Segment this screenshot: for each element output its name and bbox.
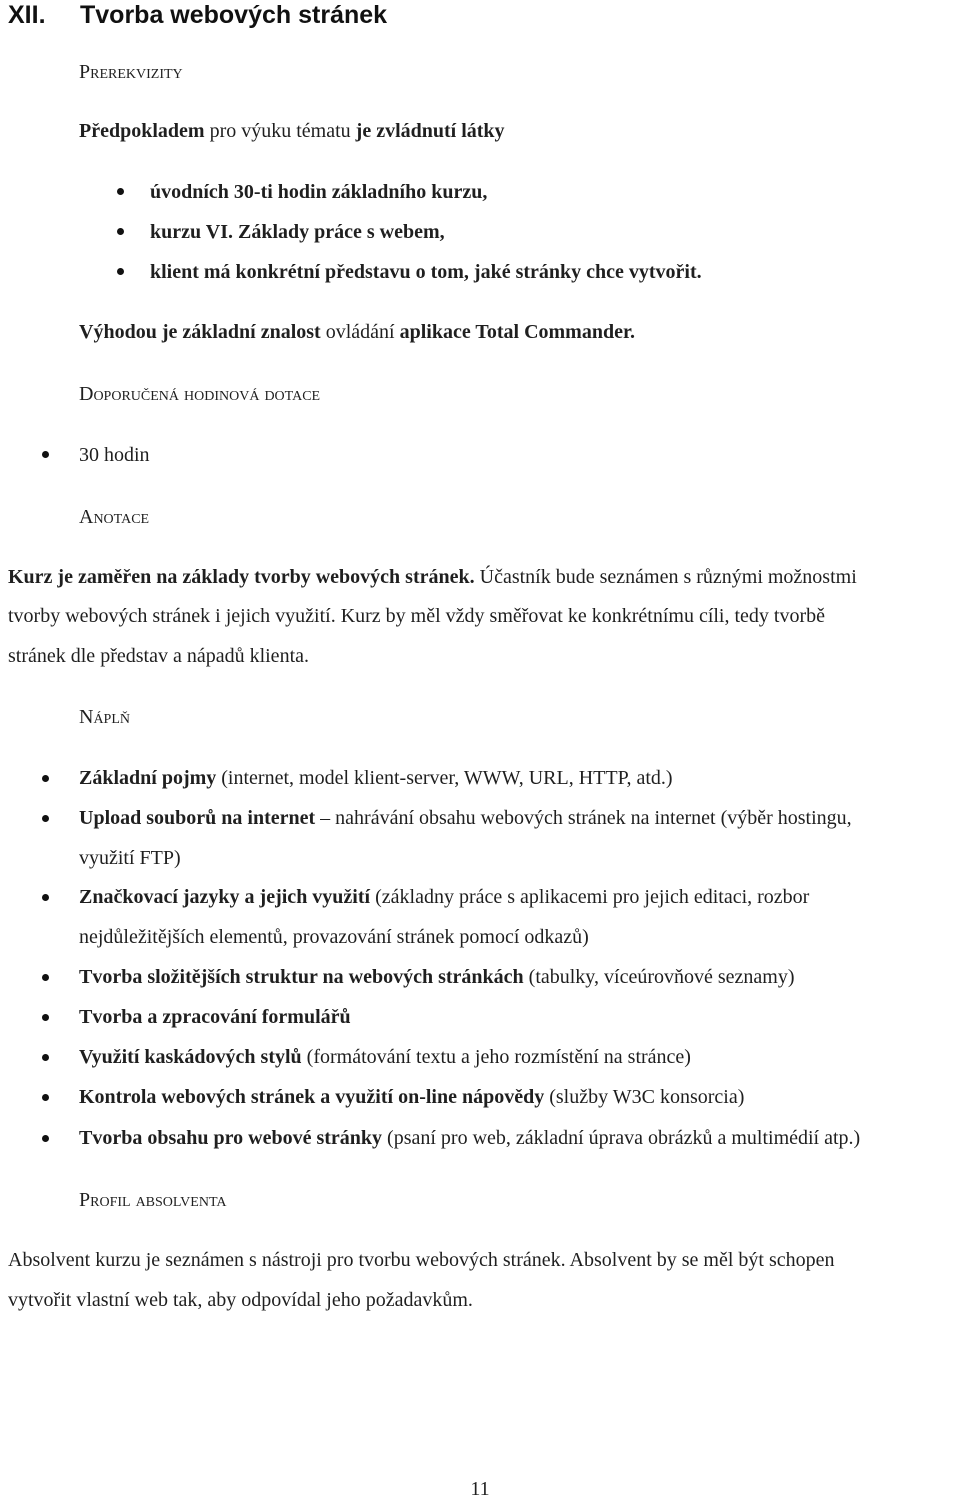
naplne-item-bold: Upload souborů na internet — [79, 807, 316, 829]
dotace-item: 30 hodin — [79, 444, 150, 466]
naplne-item-rest: (psaní pro web, základní úprava obrázků a multimédií atp.) — [382, 1127, 861, 1149]
bullet-icon — [42, 1014, 49, 1021]
naplne-item-bold: Tvorba obsahu pro webové stránky — [79, 1127, 383, 1149]
naplne-item-bold: Tvorba a zpracování formulářů — [79, 1006, 351, 1028]
bullet-icon — [42, 1054, 49, 1061]
chapter-heading — [8, 0, 387, 30]
bullet-icon — [117, 268, 124, 275]
note-bold-1: Výhodou je základní znalost — [79, 321, 321, 343]
naplne-item-5 — [79, 1005, 351, 1029]
bullet-icon — [42, 1135, 49, 1142]
profil-line-2: vytvořit vlastní web tak, aby odpovídal jeho požadavkům. — [8, 1289, 473, 1311]
intro-bold-2: je zvládnutí látky — [355, 120, 505, 142]
naplne-item-rest: (služby W3C konsorcia) — [544, 1086, 745, 1108]
note-bold-2: aplikace Total Commander. — [399, 321, 635, 343]
naplne-item-rest: (internet, model klient-server, WWW, URL, HTTP, atd.) — [216, 767, 673, 789]
anotace-line1-rest: Účastník bude seznámen s různými možnostmi — [474, 566, 857, 588]
naplne-item-4 — [79, 965, 795, 989]
prereq-item-3: klient má konkrétní představu o tom, jaké stránky chce vytvořit. — [150, 261, 702, 283]
bullet-icon — [42, 1094, 49, 1101]
bullet-icon — [42, 815, 49, 822]
naplne-item-8 — [79, 1126, 860, 1150]
section-heading-prerekvizity: Prerekvizity — [79, 61, 183, 83]
naplne-item-rest: (formátování textu a jeho rozmístění na stránce) — [301, 1046, 691, 1068]
intro-bold-1: Předpokladem — [79, 120, 205, 142]
naplne-item-rest: (základny práce s aplikacemi pro jejich editaci, rozbor — [370, 886, 810, 908]
naplne-item-rest: – nahrávání obsahu webových stránek na internet (výběr hostingu, — [315, 807, 852, 829]
prereq-item-1: úvodních 30-ti hodin základního kurzu, — [150, 181, 488, 203]
anotace-line-1 — [8, 565, 857, 589]
section-heading-profil: Profil absolventa — [79, 1189, 227, 1211]
chapter-title: Tvorba webových stránek — [80, 1, 388, 29]
naplne-item-bold: Kontrola webových stránek a využití on-line nápovědy — [79, 1086, 545, 1108]
prerekvizity-note — [79, 320, 635, 344]
naplne-item-3-cont: nejdůležitějších elementů, provazování stránek pomocí odkazů) — [79, 926, 589, 948]
anotace-line-3: stránek dle představ a nápadů klienta. — [8, 645, 309, 667]
naplne-item-rest: (tabulky, víceúrovňové seznamy) — [523, 966, 795, 988]
section-heading-naplne: Náplň — [79, 706, 131, 728]
naplne-item-2-cont: využití FTP) — [79, 847, 181, 869]
note-regular: ovládání — [320, 321, 400, 343]
bullet-icon — [42, 974, 49, 981]
profil-line-1: Absolvent kurzu je seznámen s nástroji pro tvorbu webových stránek. Absolvent by se měl být schopen — [8, 1249, 835, 1271]
prereq-item-2: kurzu VI. Základy práce s webem, — [150, 221, 445, 243]
naplne-item-7 — [79, 1085, 744, 1109]
bullet-icon — [42, 775, 49, 782]
intro-regular: pro výuku tématu — [204, 120, 356, 142]
section-heading-anotace: Anotace — [79, 506, 150, 528]
naplne-item-bold: Tvorba složitějších struktur na webových stránkách — [79, 966, 524, 988]
bullet-icon — [117, 228, 124, 235]
naplne-item-2 — [79, 806, 852, 830]
section-heading-dotace: Doporučená hodinová dotace — [79, 383, 321, 405]
naplne-item-6 — [79, 1045, 691, 1069]
naplne-item-3 — [79, 885, 809, 909]
prerekvizity-intro — [79, 119, 505, 143]
chapter-number: XII. — [8, 1, 46, 29]
bullet-icon — [117, 188, 124, 195]
bullet-icon — [42, 894, 49, 901]
naplne-item-bold: Základní pojmy — [79, 767, 217, 789]
naplne-item-bold: Značkovací jazyky a jejich využití — [79, 886, 371, 908]
bullet-icon — [42, 451, 49, 458]
anotace-line-2: tvorby webových stránek i jejich využití. Kurz by měl vždy směřovat ke konkrétnímu cíli, tedy tvorbě — [8, 605, 826, 627]
naplne-item-1 — [79, 766, 673, 790]
page-number: 11 — [470, 1478, 490, 1500]
naplne-item-bold: Využití kaskádových stylů — [79, 1046, 302, 1068]
anotace-bold: Kurz je zaměřen na základy tvorby webových stránek. — [8, 566, 475, 588]
